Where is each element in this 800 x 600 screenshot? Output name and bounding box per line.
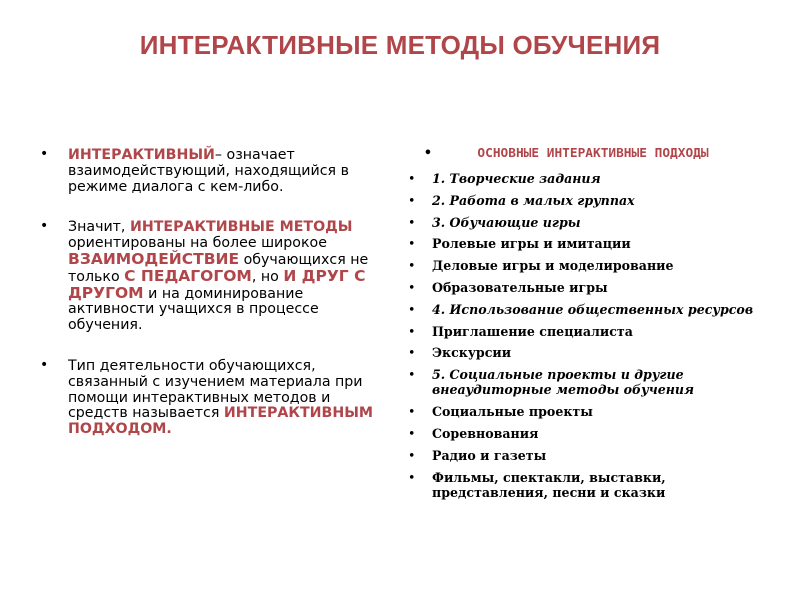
methods-text-2: ориентированы на более широкое xyxy=(68,235,327,252)
list-item: • Приглашение специалиста xyxy=(408,324,780,339)
approaches-list xyxy=(408,171,780,500)
highlight-interactive-approach: ИНТЕРАКТИВНЫМ ПОДХОДОМ. xyxy=(68,405,374,438)
list-item: • Экскурсии xyxy=(408,345,780,360)
methods-paragraph xyxy=(40,220,392,334)
list-item: • Фильмы, спектакли, выставки, представления, песни и сказки xyxy=(408,470,780,500)
list-item: • 2. Работа в малых группах xyxy=(408,193,780,208)
definition-text: – означает взаимодействующий, находящийся в режиме диалога с кем-либо. xyxy=(68,147,349,195)
approach-paragraph xyxy=(40,359,392,438)
list-item: • 5. Социальные проекты и другие внеаудиторные методы обучения xyxy=(408,367,780,397)
methods-text-3: обучающихся не только xyxy=(68,251,369,285)
highlight-interactive-methods: ИНТЕРАКТИВНЫЕ МЕТОДЫ xyxy=(129,219,353,236)
term-interactive: ИНТЕРАКТИВНЫЙ xyxy=(68,147,215,163)
list-item: • Образовательные игры xyxy=(408,280,780,295)
methods-text-4: , но xyxy=(251,268,284,285)
left-column xyxy=(40,148,392,463)
methods-text-1: Значит, xyxy=(68,219,130,236)
approach-text: Тип деятельности обучающихся, связанный с изучением материала при помощи интерактивных методов и средств называется xyxy=(68,357,363,422)
list-item: • 4. Использование общественных ресурсов xyxy=(408,302,780,317)
list-item: • Ролевые игры и имитации xyxy=(408,236,780,251)
list-item: • Соревнования xyxy=(408,426,780,441)
highlight-with-teacher: С ПЕДАГОГОМ xyxy=(124,266,252,285)
highlight-each-other: И ДРУГ С ДРУГОМ xyxy=(68,266,366,302)
methods-text-5: и на доминирование активности учащихся в процессе обучения. xyxy=(68,285,319,334)
list-item: • Деловые игры и моделирование xyxy=(408,258,780,273)
right-column xyxy=(408,146,780,507)
definition-paragraph xyxy=(40,148,392,195)
list-item: • 3. Обучающие игры xyxy=(408,215,780,230)
approaches-heading: • ОСНОВНЫЕ ИНТЕРАКТИВНЫЕ ПОДХОДЫ xyxy=(408,146,758,161)
list-item: • Социальные проекты xyxy=(408,404,780,419)
highlight-interaction: ВЗАИМОДЕЙСТВИЕ xyxy=(68,249,240,268)
slide-title: ИНТЕРАКТИВНЫЕ МЕТОДЫ ОБУЧЕНИЯ xyxy=(139,30,661,60)
list-item: • 1. Творческие задания xyxy=(408,171,780,186)
list-item: • Радио и газеты xyxy=(408,448,780,463)
